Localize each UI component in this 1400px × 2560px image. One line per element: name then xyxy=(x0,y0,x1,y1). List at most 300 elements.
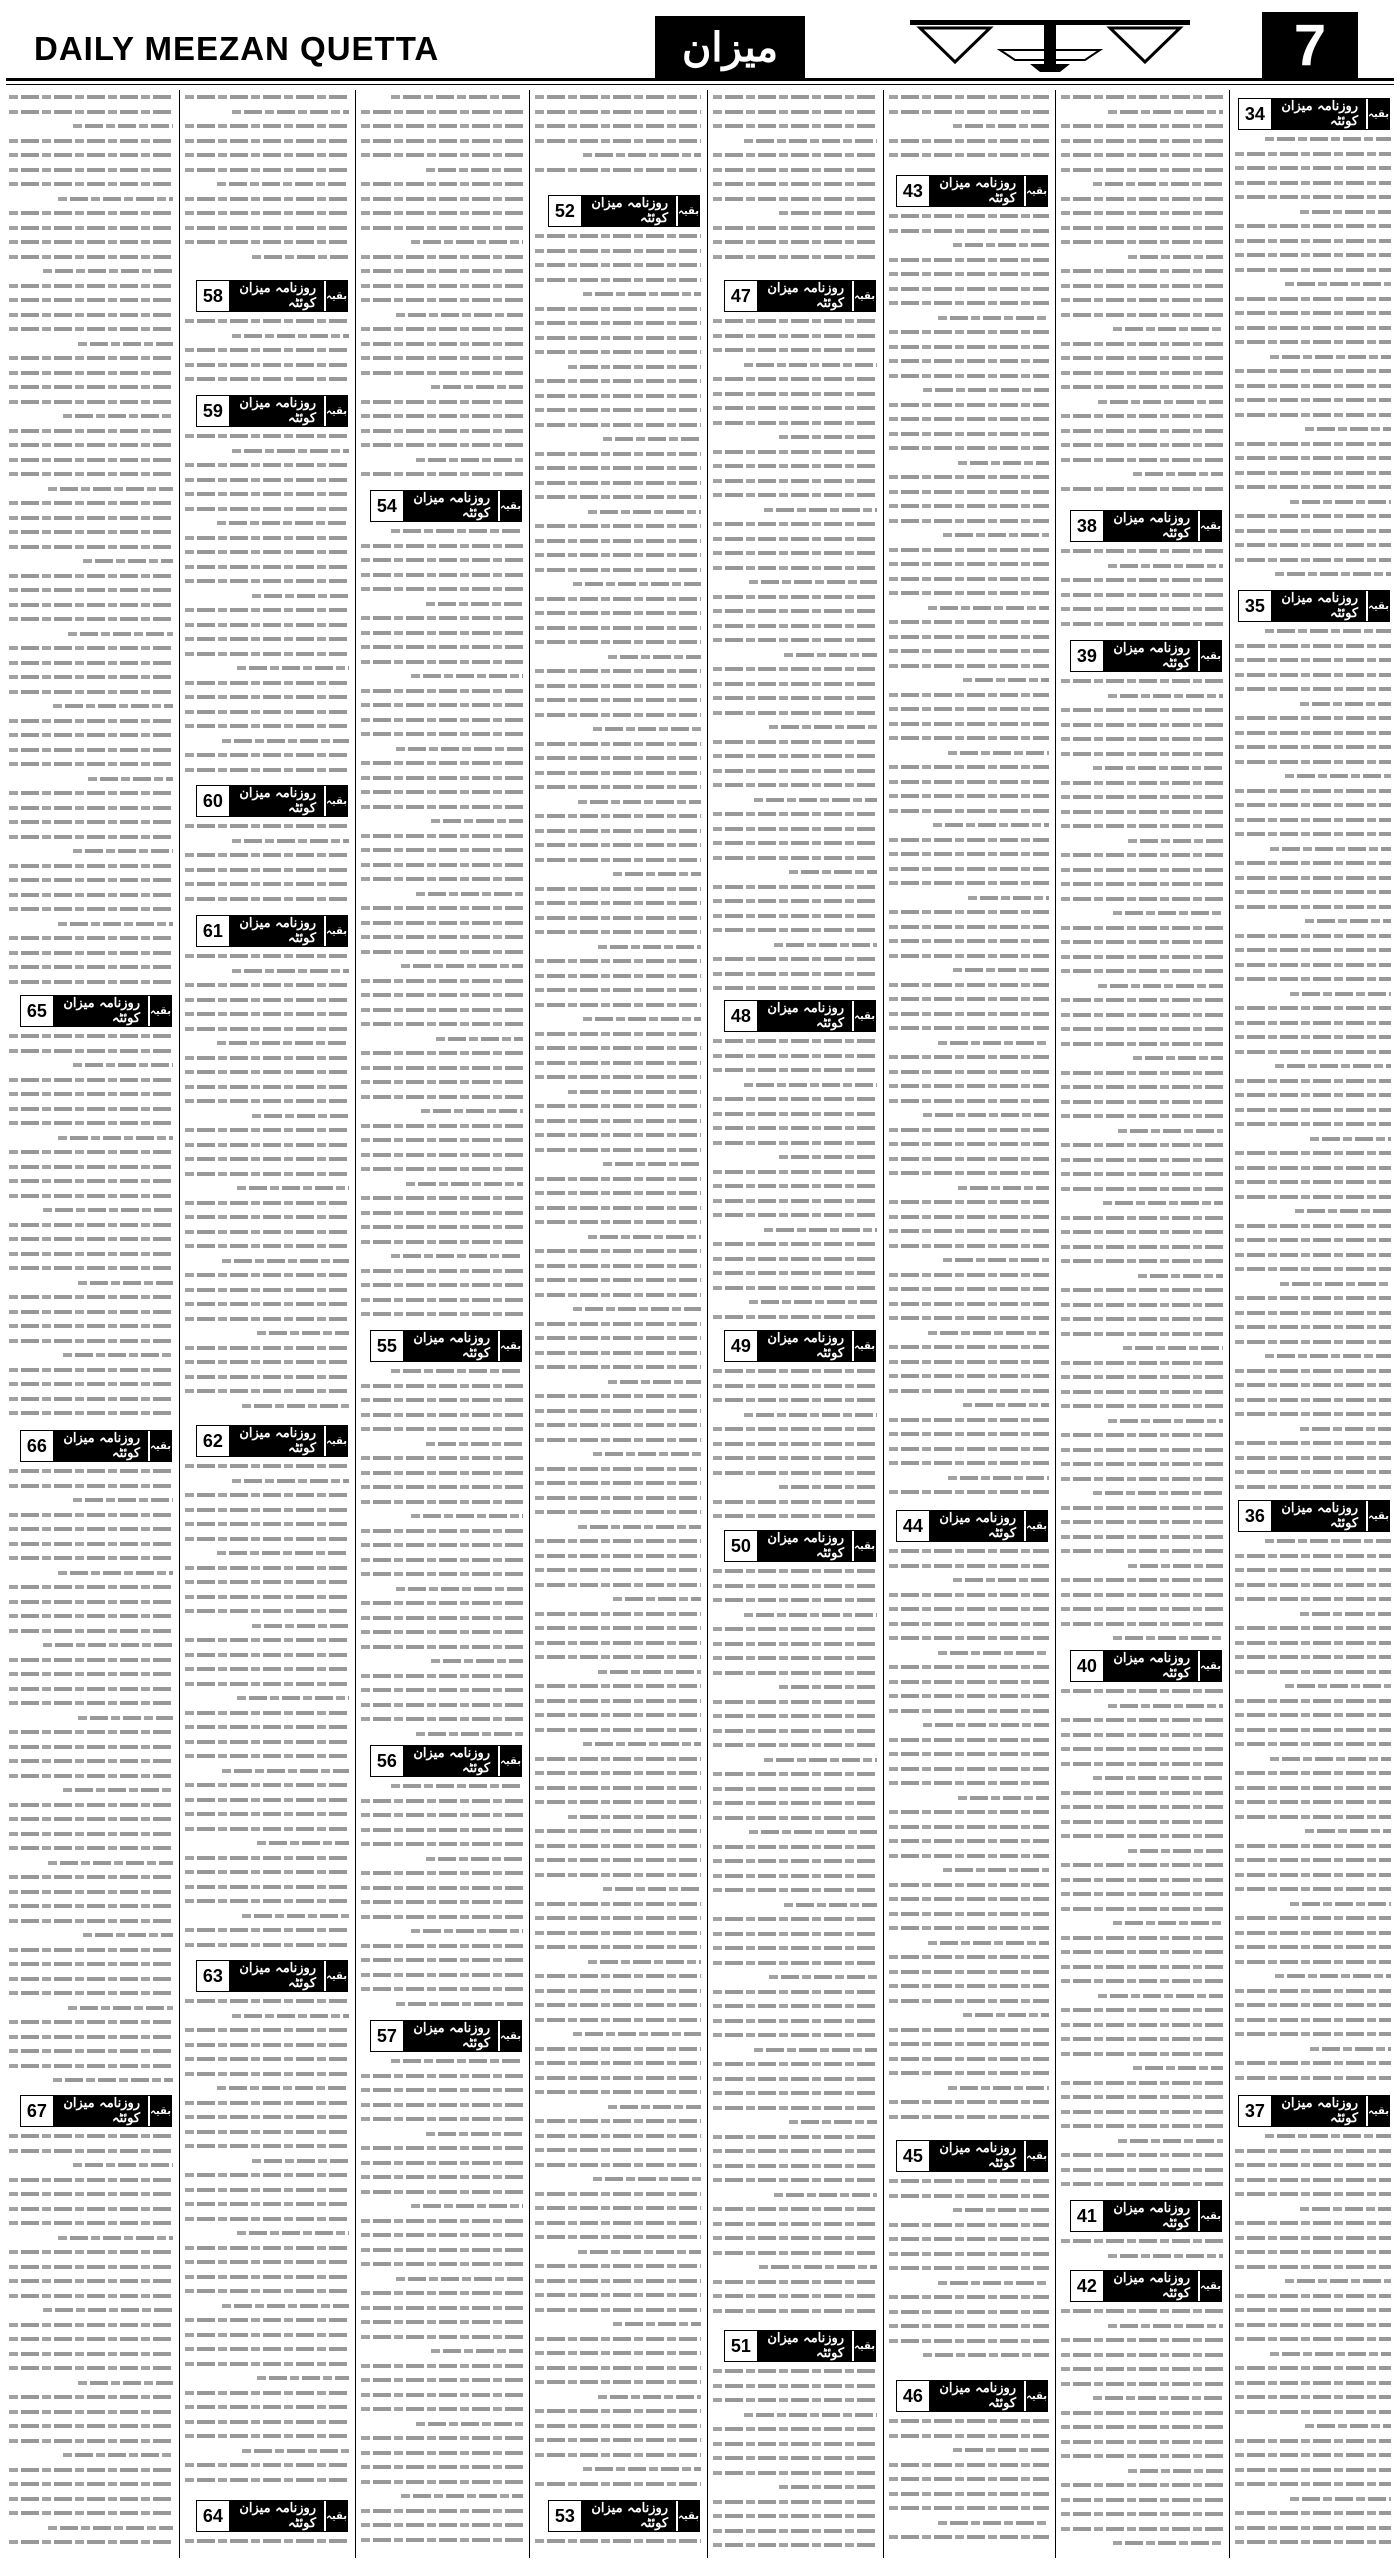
text-line xyxy=(9,182,173,186)
text-line xyxy=(185,1609,349,1613)
text-line xyxy=(9,2134,173,2138)
continuation-header[interactable] xyxy=(548,2500,700,2532)
text-line xyxy=(1061,2411,1223,2415)
text-line xyxy=(1300,702,1391,706)
text-line xyxy=(361,2465,523,2469)
text-line xyxy=(1108,564,1223,568)
text-line xyxy=(9,1658,173,1662)
continuation-label: بقیہ xyxy=(854,1531,875,1561)
text-line xyxy=(361,1842,523,1846)
text-line xyxy=(9,646,173,650)
text-line xyxy=(889,432,1049,436)
article-text xyxy=(182,314,352,391)
continuation-header[interactable] xyxy=(370,2020,522,2052)
text-line xyxy=(1235,2337,1391,2341)
text-line xyxy=(613,1597,701,1601)
text-line xyxy=(889,1564,1049,1568)
text-line xyxy=(257,1841,349,1845)
text-line xyxy=(53,704,173,708)
column-divider xyxy=(707,90,708,2558)
text-line xyxy=(361,1799,523,1803)
text-line xyxy=(361,226,523,230)
continuation-label: بقیہ xyxy=(854,281,875,311)
text-line xyxy=(713,1946,877,1950)
text-line xyxy=(361,1312,523,1316)
text-line xyxy=(361,631,523,635)
article-text xyxy=(886,1544,1052,2136)
text-line xyxy=(411,2204,523,2208)
article-text xyxy=(182,2534,352,2554)
text-line xyxy=(593,1452,701,1456)
text-line xyxy=(361,2190,523,2194)
text-line xyxy=(185,681,349,685)
continuation-number: 46 xyxy=(902,2385,923,2406)
text-line xyxy=(1061,284,1223,288)
text-line xyxy=(185,695,349,699)
text-line xyxy=(9,429,173,433)
text-line xyxy=(713,2033,877,2037)
text-line xyxy=(535,350,701,354)
continuation-header[interactable] xyxy=(1238,2095,1390,2127)
text-line xyxy=(1061,2182,1223,2186)
text-line xyxy=(889,2463,1049,2467)
text-line xyxy=(1061,2239,1223,2243)
text-line xyxy=(185,1522,349,1526)
text-line xyxy=(185,2043,349,2047)
text-line xyxy=(713,1184,877,1188)
paper-label: روزنامہ میزان کوئٹہ xyxy=(1271,2096,1366,2126)
text-line xyxy=(713,2164,877,2168)
text-line xyxy=(933,823,1049,827)
text-line xyxy=(1061,795,1223,799)
text-line xyxy=(963,1403,1049,1407)
text-line xyxy=(1235,1583,1391,1587)
text-line xyxy=(1061,926,1223,930)
text-line xyxy=(9,1904,173,1908)
text-line xyxy=(9,2337,173,2341)
text-line xyxy=(789,2120,877,2124)
article-text xyxy=(886,90,1052,171)
text-line xyxy=(889,867,1049,871)
continuation-header[interactable] xyxy=(196,280,348,312)
text-line xyxy=(9,1585,173,1589)
text-line xyxy=(361,1196,523,1200)
text-line xyxy=(9,385,173,389)
paper-label: روزنامہ میزان کوئٹہ xyxy=(229,281,324,311)
text-line xyxy=(713,1656,877,1660)
text-line xyxy=(713,1369,877,1373)
text-line xyxy=(889,1142,1049,1146)
text-line xyxy=(603,1162,701,1166)
text-line xyxy=(185,2130,349,2134)
text-line xyxy=(1235,1670,1391,1674)
continuation-header[interactable] xyxy=(20,995,172,1027)
text-line xyxy=(889,504,1049,508)
continuation-header[interactable] xyxy=(196,395,348,427)
text-line xyxy=(1061,226,1223,230)
continuation-header[interactable] xyxy=(724,1000,876,1032)
text-line xyxy=(535,466,701,470)
text-line xyxy=(9,2540,173,2544)
text-line xyxy=(889,2223,1049,2227)
text-line xyxy=(361,1211,523,1215)
text-line xyxy=(396,747,523,751)
text-line xyxy=(583,153,701,157)
text-line xyxy=(185,1711,349,1715)
text-line xyxy=(535,1974,701,1978)
article-text xyxy=(710,2364,880,2554)
text-line xyxy=(1113,327,1223,331)
text-line xyxy=(535,814,701,818)
text-line xyxy=(1290,2497,1391,2501)
continuation-number: 64 xyxy=(202,2505,223,2526)
text-line xyxy=(416,2422,523,2426)
article-text xyxy=(182,429,352,781)
text-line xyxy=(185,1740,349,1744)
text-line xyxy=(9,2049,173,2053)
text-line xyxy=(78,342,173,346)
continuation-header[interactable] xyxy=(196,915,348,947)
text-line xyxy=(779,1155,877,1159)
text-line xyxy=(9,501,173,505)
continuation-header[interactable] xyxy=(1238,590,1390,622)
text-line xyxy=(361,1558,523,1562)
continuation-header[interactable] xyxy=(1238,1500,1390,1532)
text-line xyxy=(1235,558,1391,562)
text-line xyxy=(185,2391,349,2395)
text-line xyxy=(232,334,349,338)
text-line xyxy=(749,1300,877,1304)
text-line xyxy=(1235,413,1391,417)
continuation-header[interactable] xyxy=(724,1530,876,1562)
text-line xyxy=(1310,2047,1391,2051)
text-line xyxy=(9,1556,173,1560)
text-line xyxy=(237,666,349,670)
text-line xyxy=(535,858,701,862)
continuation-header[interactable] xyxy=(196,785,348,817)
text-line xyxy=(1061,1085,1223,1089)
article-text xyxy=(1232,2129,1394,2554)
text-line xyxy=(535,1336,701,1340)
paper-label: روزنامہ میزان کوئٹہ xyxy=(757,281,852,311)
text-line xyxy=(535,1249,701,1253)
text-line xyxy=(535,2366,701,2370)
text-line xyxy=(1061,969,1223,973)
text-line xyxy=(1235,2163,1391,2167)
text-line xyxy=(1235,673,1391,677)
text-line xyxy=(889,2324,1049,2328)
text-line xyxy=(593,727,701,731)
text-line xyxy=(889,693,1049,697)
text-line xyxy=(1235,340,1391,344)
text-line xyxy=(1098,984,1223,988)
text-line xyxy=(185,1493,349,1497)
text-line xyxy=(535,168,701,172)
text-line xyxy=(242,1914,349,1918)
continuation-header[interactable] xyxy=(896,1510,1048,1542)
text-line xyxy=(9,1846,173,1850)
text-line xyxy=(889,272,1049,276)
text-line xyxy=(889,1418,1049,1422)
text-line xyxy=(535,379,701,383)
text-line xyxy=(713,682,877,686)
continuation-label: بقیہ xyxy=(1026,1511,1047,1541)
text-line xyxy=(535,452,701,456)
text-line xyxy=(1235,1325,1391,1329)
continuation-number: 63 xyxy=(202,1965,223,1986)
column-divider xyxy=(1055,90,1056,2558)
text-line xyxy=(9,327,173,331)
text-line xyxy=(889,1897,1049,1901)
text-line xyxy=(361,298,523,302)
text-line xyxy=(185,2318,349,2322)
text-line xyxy=(713,1384,877,1388)
text-line xyxy=(185,1580,349,1584)
text-line xyxy=(361,2538,523,2542)
text-line xyxy=(1235,2221,1391,2225)
news-column xyxy=(6,90,176,2558)
text-line xyxy=(185,1638,349,1642)
text-line xyxy=(774,2193,877,2197)
text-line xyxy=(232,969,349,973)
text-line xyxy=(1275,1974,1391,1978)
text-line xyxy=(1235,1311,1391,1315)
text-line xyxy=(1235,239,1391,243)
text-line xyxy=(361,993,523,997)
text-line xyxy=(1235,2439,1391,2443)
text-line xyxy=(1285,774,1391,778)
text-line xyxy=(9,762,173,766)
text-line xyxy=(1235,2395,1391,2399)
text-line xyxy=(1061,1593,1223,1597)
text-line xyxy=(713,1054,877,1058)
text-line xyxy=(361,1167,523,1171)
text-line xyxy=(361,1944,523,1948)
text-line xyxy=(185,1215,349,1219)
text-line xyxy=(9,835,173,839)
text-line xyxy=(9,936,173,940)
text-line xyxy=(411,674,523,678)
text-line xyxy=(217,521,349,525)
text-line xyxy=(185,1157,349,1161)
text-line xyxy=(713,2398,877,2402)
text-line xyxy=(1285,1684,1391,1688)
text-line xyxy=(889,1273,1049,1277)
text-line xyxy=(1235,934,1391,938)
text-line xyxy=(764,1758,877,1762)
text-line xyxy=(416,892,523,896)
text-line xyxy=(713,95,877,99)
text-line xyxy=(1113,911,1223,915)
continuation-header[interactable] xyxy=(20,2095,172,2127)
text-line xyxy=(361,400,523,404)
text-line xyxy=(713,2178,877,2182)
text-line xyxy=(1285,2279,1391,2283)
text-line xyxy=(1270,847,1391,851)
text-line xyxy=(713,595,877,599)
text-line xyxy=(598,1670,701,1674)
text-line xyxy=(1235,1989,1391,1993)
text-line xyxy=(361,1485,523,1489)
text-line xyxy=(535,1612,701,1616)
text-line xyxy=(713,2004,877,2008)
text-line xyxy=(1235,456,1391,460)
text-line xyxy=(185,1070,349,1074)
text-line xyxy=(1235,1267,1391,1271)
text-line xyxy=(535,1467,701,1471)
text-line xyxy=(1235,977,1391,981)
text-line xyxy=(1098,1994,1223,1998)
paper-label: روزنامہ میزان کوئٹہ xyxy=(1103,1651,1198,1681)
continuation-header[interactable] xyxy=(724,2330,876,2362)
text-line xyxy=(1061,2309,1223,2313)
continuation-header[interactable] xyxy=(548,195,700,227)
continuation-header[interactable] xyxy=(370,1745,522,1777)
text-line xyxy=(185,348,349,352)
text-line xyxy=(48,2526,173,2530)
text-line xyxy=(361,1813,523,1817)
continuation-header[interactable] xyxy=(1070,2200,1222,2232)
text-line xyxy=(391,1784,523,1788)
text-line xyxy=(361,790,523,794)
text-line xyxy=(713,1642,877,1646)
text-line xyxy=(9,690,173,694)
continuation-header[interactable] xyxy=(196,2500,348,2532)
continuation-label: بقیہ xyxy=(1368,1501,1389,1531)
text-line xyxy=(889,1026,1049,1030)
continuation-number: 41 xyxy=(1076,2205,1097,2226)
text-line xyxy=(889,635,1049,639)
text-line xyxy=(889,1680,1049,1684)
continuation-header[interactable] xyxy=(896,2380,1048,2412)
continuation-header[interactable] xyxy=(1070,2270,1222,2302)
text-line xyxy=(9,2395,173,2399)
text-line xyxy=(1061,607,1223,611)
paper-label: روزنامہ میزان کوئٹہ xyxy=(757,1331,852,1361)
text-line xyxy=(185,2217,349,2221)
text-line xyxy=(1061,1907,1223,1911)
text-line xyxy=(535,1351,701,1355)
article-text xyxy=(710,314,880,996)
text-line xyxy=(361,2509,523,2513)
text-line xyxy=(361,2074,523,2078)
continuation-header[interactable] xyxy=(196,1960,348,1992)
text-line xyxy=(361,1958,523,1962)
paper-label: روزنامہ میزان کوئٹہ xyxy=(229,2501,324,2531)
article-text xyxy=(710,1564,880,2326)
text-line xyxy=(361,616,523,620)
text-line xyxy=(713,1874,877,1878)
text-line xyxy=(9,1803,173,1807)
text-line xyxy=(889,1389,1049,1393)
continuation-header[interactable] xyxy=(370,1330,522,1362)
continuation-label: بقیہ xyxy=(678,196,699,226)
text-line xyxy=(889,1128,1049,1132)
text-line xyxy=(431,385,523,389)
text-line xyxy=(1061,578,1223,582)
column-divider xyxy=(1229,90,1230,2558)
continuation-header[interactable] xyxy=(1070,640,1222,672)
text-line xyxy=(361,2103,523,2107)
newspaper-name: DAILY MEEZAN QUETTA xyxy=(34,30,440,67)
text-line xyxy=(1235,1441,1391,1445)
text-line xyxy=(938,2281,1049,2285)
text-line xyxy=(535,2264,701,2268)
text-line xyxy=(713,2294,877,2298)
continuation-header[interactable] xyxy=(196,1425,348,1457)
text-line xyxy=(535,2192,701,2196)
article-text xyxy=(1232,1534,1394,2091)
text-line xyxy=(185,2289,349,2293)
text-line xyxy=(9,1614,173,1618)
text-line xyxy=(1061,2037,1223,2041)
text-line xyxy=(361,1298,523,1302)
text-line xyxy=(889,1012,1049,1016)
article-text xyxy=(182,819,352,911)
continuation-header[interactable] xyxy=(896,175,1048,207)
text-line xyxy=(1061,1863,1223,1867)
article-text xyxy=(886,2414,1052,2554)
text-line xyxy=(943,1258,1049,1262)
continuation-header[interactable] xyxy=(1238,98,1390,130)
text-line xyxy=(1235,2032,1391,2036)
text-line xyxy=(361,1283,523,1287)
text-line xyxy=(9,2265,173,2269)
text-line xyxy=(889,229,1049,233)
text-line xyxy=(1235,2018,1391,2022)
continuation-header[interactable] xyxy=(896,2140,1048,2172)
text-line xyxy=(713,2149,877,2153)
continuation-header[interactable] xyxy=(20,1430,172,1462)
continuation-number: 49 xyxy=(730,1335,751,1356)
text-line xyxy=(1061,342,1223,346)
text-line xyxy=(535,2119,701,2123)
text-line xyxy=(1265,137,1391,141)
text-line xyxy=(535,988,701,992)
text-line xyxy=(185,1798,349,1802)
text-line xyxy=(713,914,877,918)
continuation-header[interactable] xyxy=(1070,1650,1222,1682)
text-line xyxy=(535,234,701,238)
text-line xyxy=(185,897,349,901)
text-line xyxy=(431,1659,523,1663)
text-line xyxy=(1061,2095,1223,2099)
text-line xyxy=(1235,1554,1391,1558)
text-line xyxy=(1235,1815,1391,1819)
text-line xyxy=(9,1034,173,1038)
article-text xyxy=(1058,1684,1226,2196)
text-line xyxy=(713,2106,877,2110)
text-line xyxy=(889,330,1049,334)
text-line xyxy=(9,1382,173,1386)
continuation-header[interactable] xyxy=(1070,510,1222,542)
continuation-header[interactable] xyxy=(724,280,876,312)
scales-of-justice-icon xyxy=(900,14,1200,74)
text-line xyxy=(713,240,877,244)
text-line xyxy=(713,537,877,541)
paper-label: روزنامہ میزان کوئٹہ xyxy=(929,2381,1024,2411)
text-line xyxy=(1235,2381,1391,2385)
paper-label: روزنامہ میزان کوئٹہ xyxy=(1271,591,1366,621)
text-line xyxy=(73,1063,173,1067)
paper-label: روزنامہ میزان کوئٹہ xyxy=(1103,641,1198,671)
continuation-header[interactable] xyxy=(724,1330,876,1362)
text-line xyxy=(1300,210,1391,214)
text-line xyxy=(713,2251,877,2255)
continuation-header[interactable] xyxy=(370,490,522,522)
text-line xyxy=(889,1432,1049,1436)
text-line xyxy=(426,1857,523,1861)
